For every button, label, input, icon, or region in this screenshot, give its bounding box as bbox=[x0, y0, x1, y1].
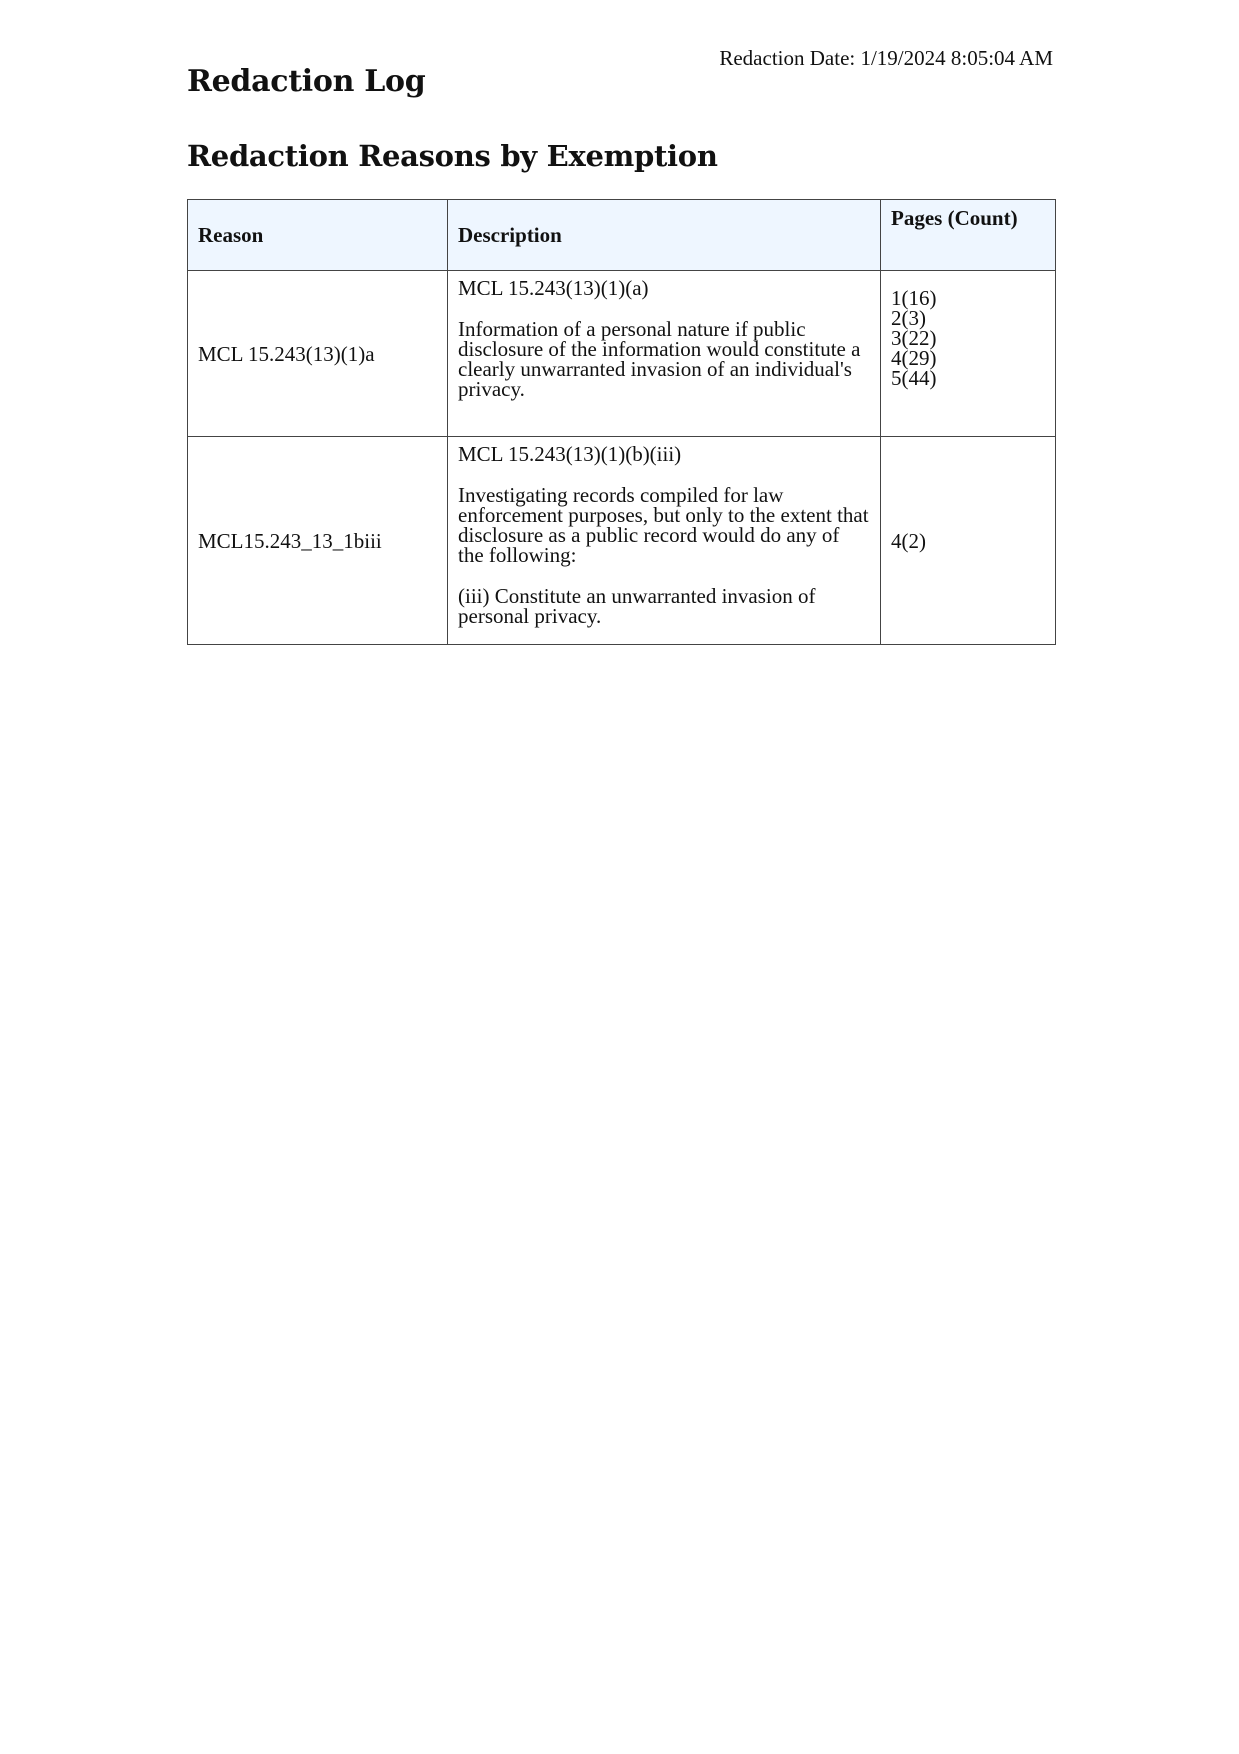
table-row bbox=[188, 437, 1056, 645]
page-title: Redaction Log bbox=[187, 64, 426, 99]
reason-cell: MCL15.243_13_1biii bbox=[188, 437, 448, 645]
page-count: 4(2) bbox=[891, 528, 926, 553]
redaction-date: Redaction Date: 1/19/2024 8:05:04 AM bbox=[719, 46, 1053, 70]
description-heading: MCL 15.243(13)(1)(b)(iii) bbox=[458, 442, 682, 466]
description-text: Information of a personal nature if public disclosure of the information would constitute a clearly unwarranted invasion of an individual's privacy. bbox=[458, 317, 861, 401]
page-count: 3(22) bbox=[891, 326, 937, 350]
redaction-table bbox=[187, 199, 1056, 645]
pages-cell bbox=[881, 437, 1056, 645]
table-header-row bbox=[188, 200, 1056, 271]
pages-cell bbox=[881, 271, 1056, 437]
page-count: 2(3) bbox=[891, 306, 926, 330]
section-title: Redaction Reasons by Exemption bbox=[187, 139, 718, 173]
description-cell bbox=[448, 271, 881, 437]
page-count: 1(16) bbox=[891, 286, 937, 310]
page-count: 5(44) bbox=[891, 366, 937, 390]
description-text: Investigating records compiled for law enforcement purposes, but only to the extent that disclosure as a public record would do any of the following: bbox=[458, 483, 869, 567]
column-header-reason: Reason bbox=[188, 200, 448, 271]
description-subclause: (iii) Constitute an unwarranted invasion of personal privacy. bbox=[458, 584, 816, 628]
page-count: 4(29) bbox=[891, 346, 937, 370]
column-header-description: Description bbox=[448, 200, 881, 271]
column-header-pages: Pages (Count) bbox=[881, 200, 1056, 271]
description-cell bbox=[448, 437, 881, 645]
table-row bbox=[188, 271, 1056, 437]
description-heading: MCL 15.243(13)(1)(a) bbox=[458, 276, 649, 300]
reason-cell: MCL 15.243(13)(1)a bbox=[188, 271, 448, 437]
